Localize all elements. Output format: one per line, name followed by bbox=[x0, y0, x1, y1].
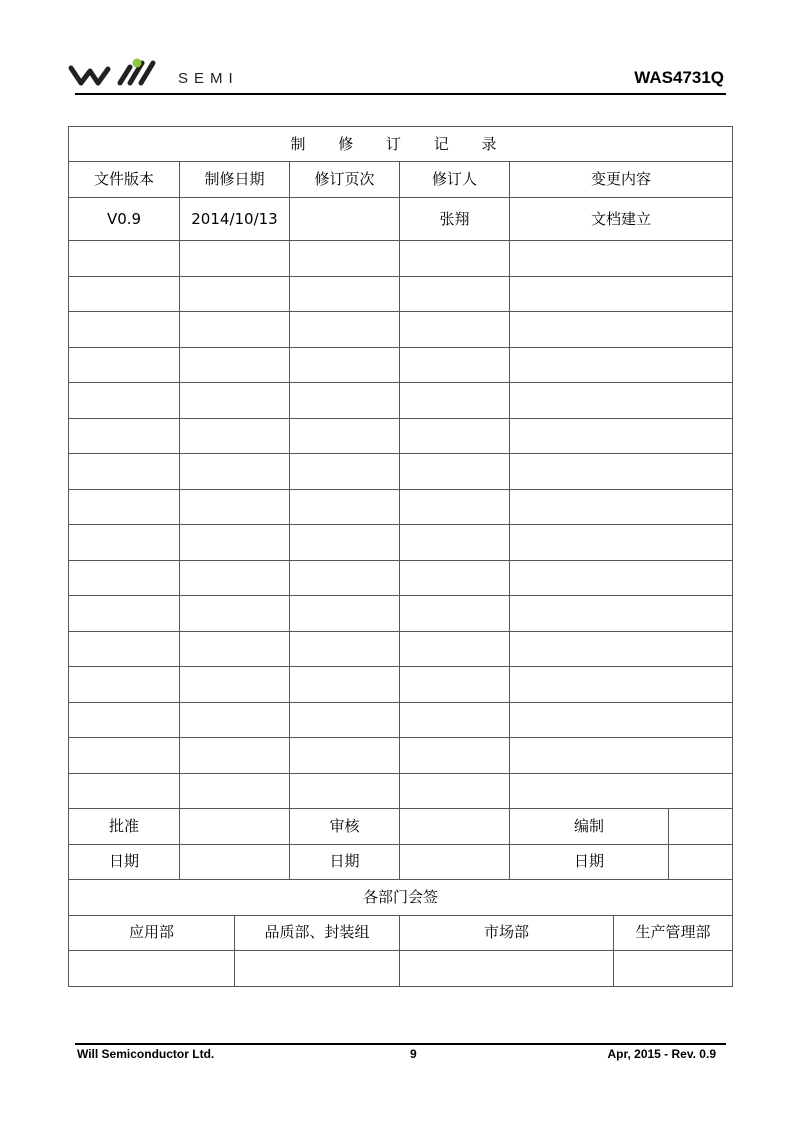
blank-cell bbox=[69, 383, 180, 419]
blank-row bbox=[69, 454, 733, 490]
blank-row bbox=[69, 702, 733, 738]
blank-cell bbox=[290, 596, 400, 632]
sign-application bbox=[69, 951, 235, 987]
header-version: 文件版本 bbox=[69, 162, 180, 198]
blank-cell bbox=[69, 738, 180, 774]
blank-cell bbox=[400, 596, 510, 632]
sign-quality-packaging bbox=[235, 951, 400, 987]
blank-cell bbox=[290, 312, 400, 348]
signoff-title: 各部门会签 bbox=[69, 880, 733, 916]
blank-cell bbox=[510, 312, 733, 348]
blank-cell bbox=[290, 667, 400, 703]
blank-cell bbox=[290, 631, 400, 667]
blank-cell bbox=[69, 667, 180, 703]
blank-cell bbox=[400, 489, 510, 525]
blank-cell bbox=[180, 702, 290, 738]
review-date-label: 日期 bbox=[290, 844, 400, 880]
header-reviser: 修订人 bbox=[400, 162, 510, 198]
blank-row bbox=[69, 312, 733, 348]
company-logo bbox=[68, 58, 258, 90]
blank-cell bbox=[69, 596, 180, 632]
cell-pages bbox=[290, 198, 400, 241]
blank-cell bbox=[400, 702, 510, 738]
sign-production bbox=[614, 951, 733, 987]
blank-cell bbox=[400, 667, 510, 703]
blank-cell bbox=[180, 773, 290, 809]
approve-date-label: 日期 bbox=[69, 844, 180, 880]
review-label: 审核 bbox=[290, 809, 400, 845]
blank-row bbox=[69, 241, 733, 277]
blank-cell bbox=[180, 560, 290, 596]
blank-cell bbox=[290, 383, 400, 419]
dept-marketing: 市场部 bbox=[400, 915, 614, 951]
compile-value bbox=[669, 809, 733, 845]
blank-cell bbox=[180, 667, 290, 703]
dept-quality-packaging: 品质部、封装组 bbox=[235, 915, 400, 951]
blank-cell bbox=[510, 738, 733, 774]
blank-cell bbox=[180, 276, 290, 312]
review-value bbox=[400, 809, 510, 845]
blank-cell bbox=[69, 702, 180, 738]
blank-row bbox=[69, 738, 733, 774]
blank-cell bbox=[290, 702, 400, 738]
blank-cell bbox=[290, 773, 400, 809]
blank-cell bbox=[69, 631, 180, 667]
blank-cell bbox=[69, 773, 180, 809]
document-id: WAS4731Q bbox=[634, 68, 724, 87]
blank-cell bbox=[180, 347, 290, 383]
blank-cell bbox=[69, 276, 180, 312]
blank-cell bbox=[510, 596, 733, 632]
blank-cell bbox=[510, 347, 733, 383]
blank-cell bbox=[290, 241, 400, 277]
blank-cell bbox=[69, 241, 180, 277]
revision-title: 制 修 订 记 录 bbox=[69, 127, 733, 162]
blank-row bbox=[69, 383, 733, 419]
blank-cell bbox=[290, 738, 400, 774]
blank-cell bbox=[69, 347, 180, 383]
blank-cell bbox=[180, 454, 290, 490]
blank-row bbox=[69, 773, 733, 809]
blank-cell bbox=[400, 276, 510, 312]
blank-cell bbox=[510, 383, 733, 419]
blank-cell bbox=[180, 383, 290, 419]
blank-row bbox=[69, 667, 733, 703]
blank-row bbox=[69, 631, 733, 667]
blank-cell bbox=[69, 418, 180, 454]
header-rule bbox=[75, 93, 726, 95]
blank-cell bbox=[180, 738, 290, 774]
blank-cell bbox=[290, 276, 400, 312]
blank-cell bbox=[400, 525, 510, 561]
blank-cell bbox=[69, 525, 180, 561]
blank-row bbox=[69, 418, 733, 454]
blank-cell bbox=[510, 489, 733, 525]
cell-change: 文档建立 bbox=[510, 198, 733, 241]
blank-row bbox=[69, 489, 733, 525]
compile-date-value bbox=[669, 844, 733, 880]
header-pages: 修订页次 bbox=[290, 162, 400, 198]
blank-cell bbox=[510, 631, 733, 667]
blank-cell bbox=[510, 525, 733, 561]
footer-company: Will Semiconductor Ltd. bbox=[77, 1047, 215, 1061]
blank-cell bbox=[69, 489, 180, 525]
footer-page-number: 9 bbox=[410, 1047, 417, 1061]
blank-row bbox=[69, 276, 733, 312]
blank-cell bbox=[69, 312, 180, 348]
dept-production: 生产管理部 bbox=[614, 915, 733, 951]
cell-reviser: 张翔 bbox=[400, 198, 510, 241]
blank-cell bbox=[290, 454, 400, 490]
blank-cell bbox=[180, 596, 290, 632]
header-change: 变更内容 bbox=[510, 162, 733, 198]
approve-date-value bbox=[180, 844, 290, 880]
blank-cell bbox=[400, 418, 510, 454]
blank-cell bbox=[290, 489, 400, 525]
blank-row bbox=[69, 347, 733, 383]
blank-row bbox=[69, 596, 733, 632]
approve-value bbox=[180, 809, 290, 845]
blank-cell bbox=[180, 489, 290, 525]
blank-cell bbox=[290, 560, 400, 596]
blank-cell bbox=[510, 667, 733, 703]
blank-cell bbox=[400, 383, 510, 419]
blank-cell bbox=[400, 738, 510, 774]
footer-rule bbox=[75, 1043, 726, 1045]
blank-cell bbox=[510, 276, 733, 312]
review-date-value bbox=[400, 844, 510, 880]
blank-cell bbox=[69, 560, 180, 596]
blank-row bbox=[69, 560, 733, 596]
blank-cell bbox=[180, 241, 290, 277]
compile-label: 编制 bbox=[510, 809, 669, 845]
cell-version: V0.9 bbox=[69, 198, 180, 241]
blank-cell bbox=[290, 418, 400, 454]
blank-cell bbox=[180, 525, 290, 561]
approve-label: 批准 bbox=[69, 809, 180, 845]
blank-cell bbox=[400, 454, 510, 490]
blank-cell bbox=[510, 418, 733, 454]
revision-record-table bbox=[68, 126, 733, 987]
blank-cell bbox=[180, 631, 290, 667]
blank-cell bbox=[400, 241, 510, 277]
blank-cell bbox=[290, 347, 400, 383]
blank-cell bbox=[400, 312, 510, 348]
sign-marketing bbox=[400, 951, 614, 987]
cell-date: 2014/10/13 bbox=[180, 198, 290, 241]
blank-cell bbox=[510, 773, 733, 809]
blank-cell bbox=[510, 454, 733, 490]
blank-cell bbox=[510, 560, 733, 596]
blank-cell bbox=[510, 241, 733, 277]
blank-cell bbox=[400, 347, 510, 383]
blank-cell bbox=[180, 418, 290, 454]
dept-application: 应用部 bbox=[69, 915, 235, 951]
blank-cell bbox=[180, 312, 290, 348]
footer-date-revision: Apr, 2015 - Rev. 0.9 bbox=[607, 1047, 716, 1061]
blank-cell bbox=[400, 560, 510, 596]
blank-cell bbox=[510, 702, 733, 738]
blank-cell bbox=[69, 454, 180, 490]
logo-text: SEMI bbox=[178, 70, 239, 87]
blank-cell bbox=[400, 631, 510, 667]
compile-date-label: 日期 bbox=[510, 844, 669, 880]
blank-row bbox=[69, 525, 733, 561]
blank-cell bbox=[290, 525, 400, 561]
header-date: 制修日期 bbox=[180, 162, 290, 198]
table-row bbox=[69, 198, 733, 241]
blank-cell bbox=[400, 773, 510, 809]
